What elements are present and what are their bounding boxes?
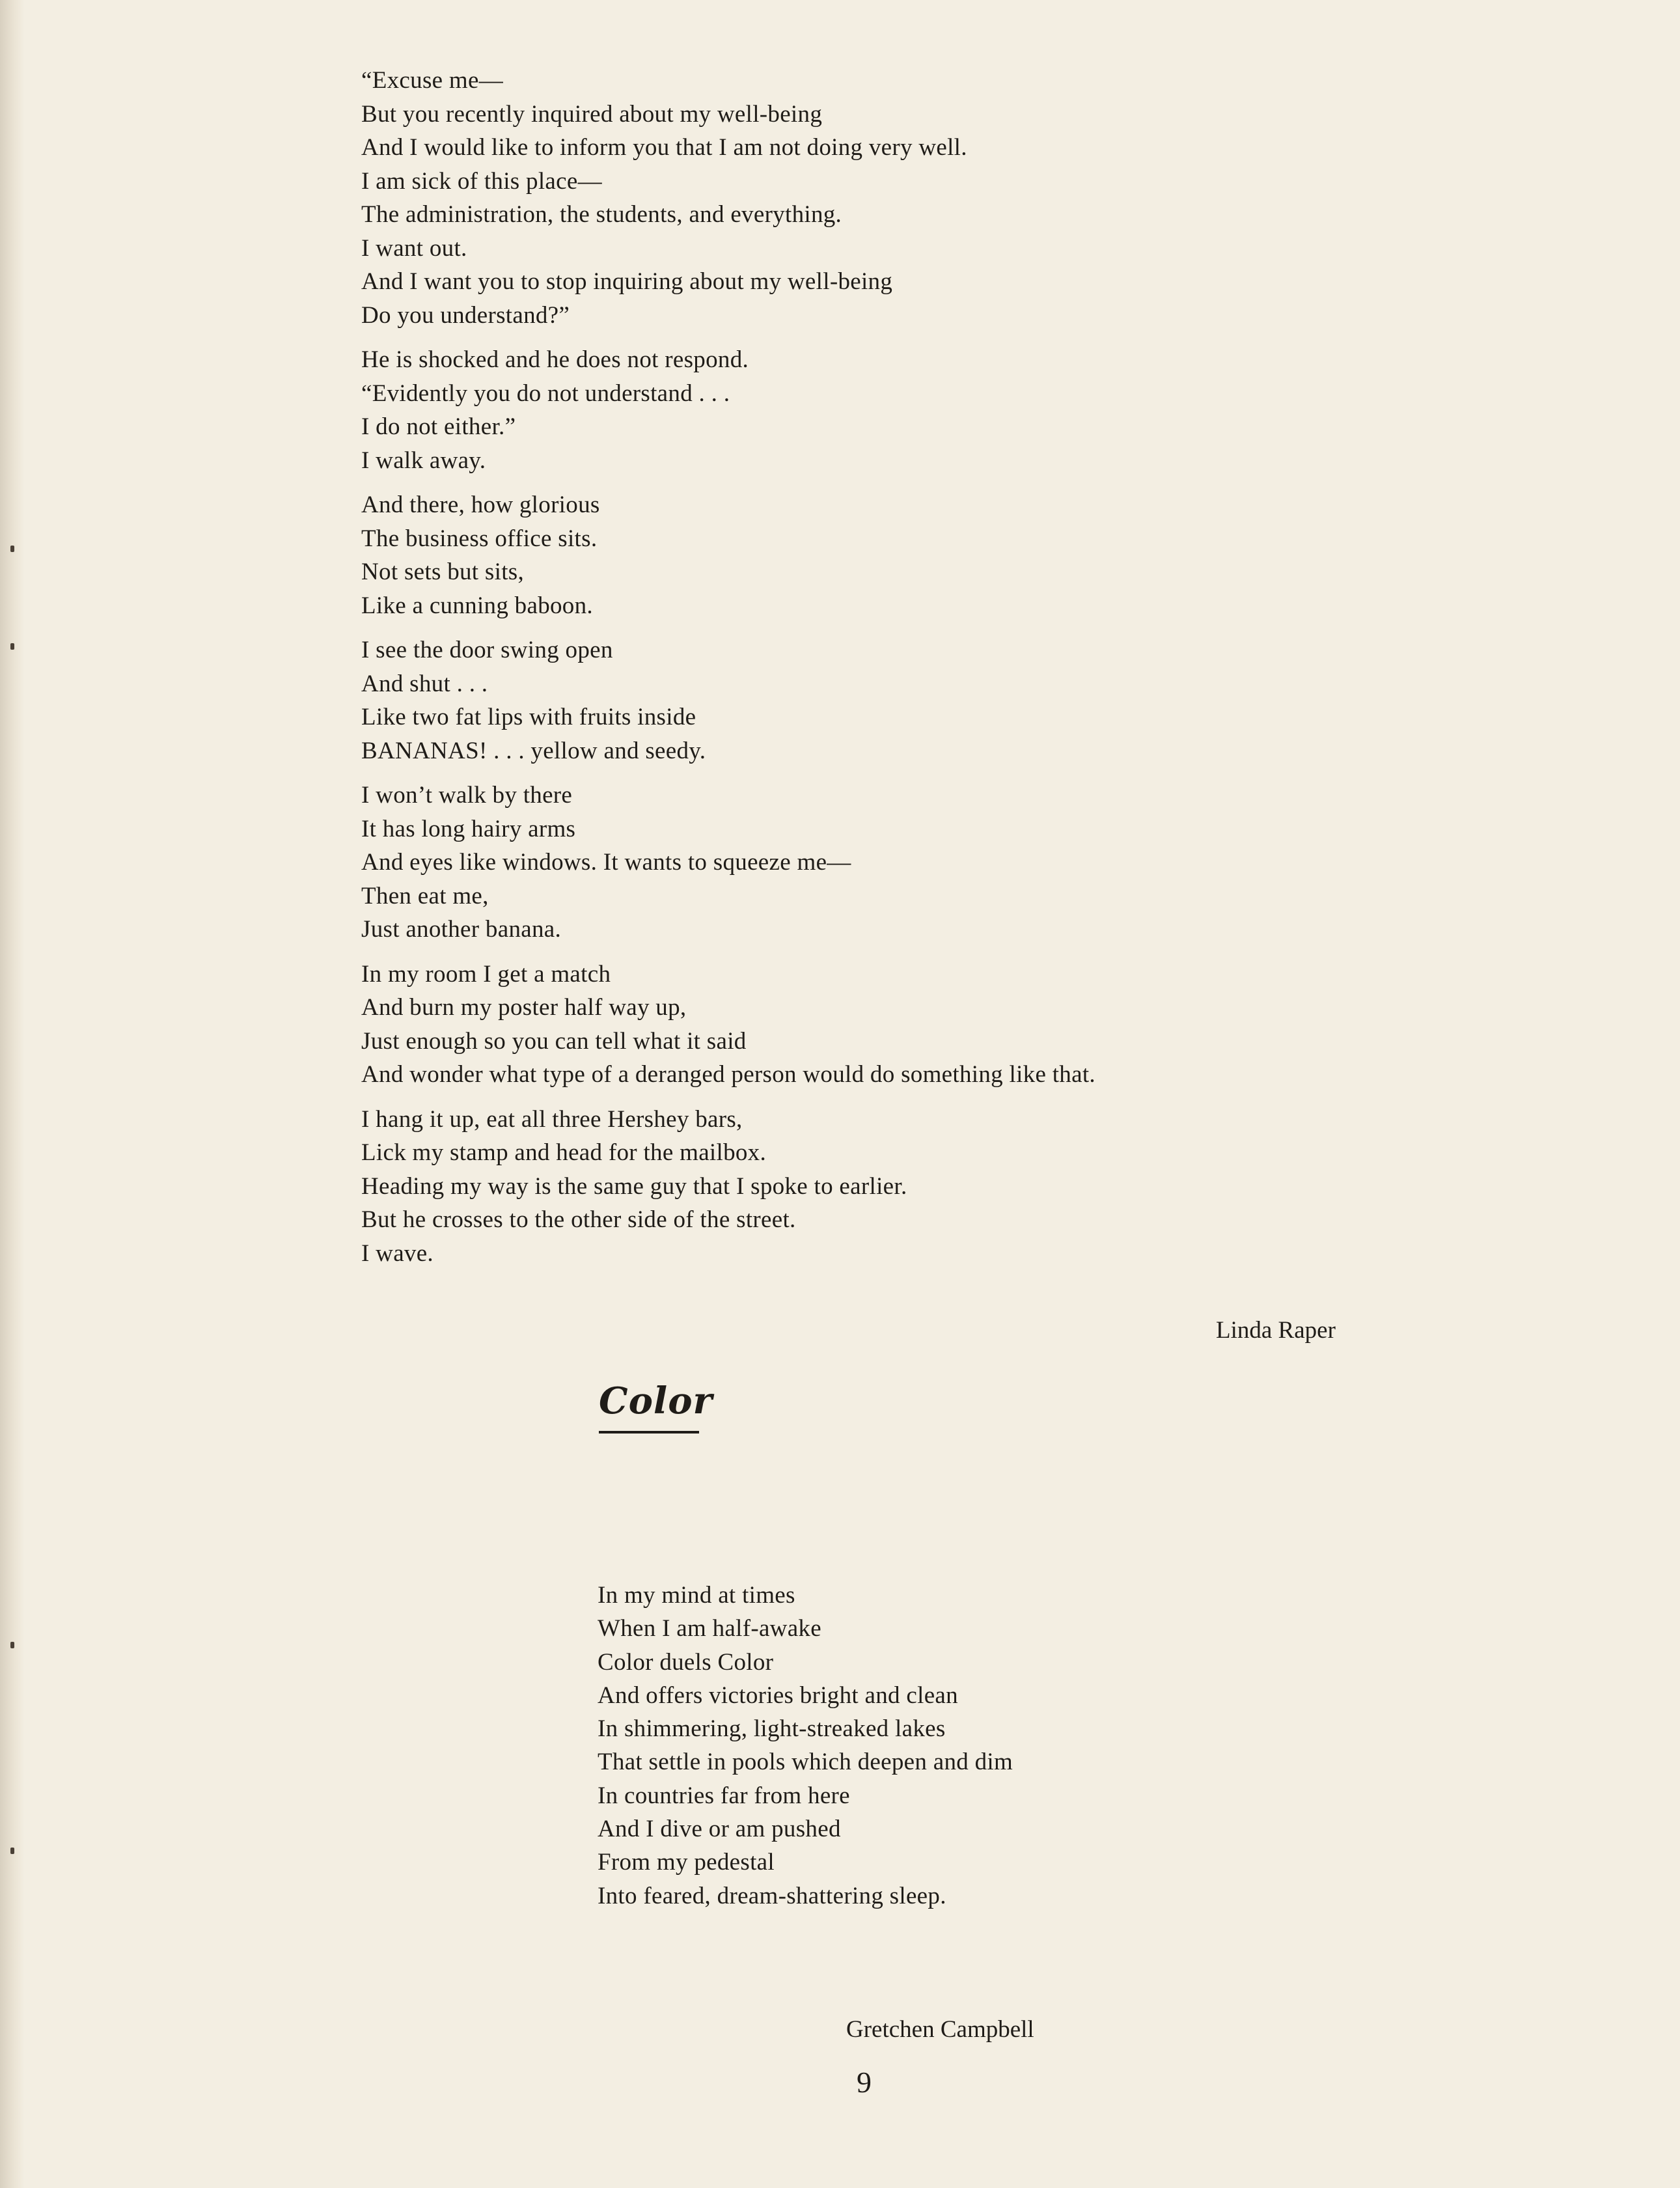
stanza bbox=[361, 633, 1095, 768]
title-underline bbox=[599, 1431, 699, 1433]
poem-body bbox=[598, 1579, 1013, 1913]
stanza bbox=[361, 958, 1095, 1092]
poem-line: And there, how glorious bbox=[361, 492, 600, 518]
poem-line: Color duels Color bbox=[598, 1648, 774, 1676]
poem-line: From my pedestal bbox=[598, 1849, 775, 1876]
poem-line: In my room I get a match bbox=[361, 960, 611, 988]
poem-line: And I dive or am pushed bbox=[598, 1816, 841, 1843]
poem-line: I do not either.” bbox=[361, 413, 516, 440]
poem-author: Linda Raper bbox=[1216, 1317, 1336, 1344]
poem-line: That settle in pools which deepen and dim bbox=[598, 1749, 1013, 1776]
poem-line: The administration, the students, and everything. bbox=[361, 201, 842, 228]
poem-line: I won’t walk by there bbox=[361, 782, 573, 809]
poem-line: And shut . . . bbox=[361, 670, 488, 697]
poem-line: And I want you to stop inquiring about my well-being bbox=[361, 268, 893, 295]
poem-line: BANANAS! . . . yellow and seedy. bbox=[361, 737, 706, 764]
poem-line: In my mind at times bbox=[598, 1582, 795, 1609]
poem-line: I am sick of this place— bbox=[361, 167, 602, 195]
stanza bbox=[361, 779, 1095, 947]
poem-line: But he crosses to the other side of the street. bbox=[361, 1206, 796, 1233]
poem-line: In countries far from here bbox=[598, 1782, 850, 1809]
poem-line: Like a cunning baboon. bbox=[361, 592, 593, 619]
poem-line: And offers victories bright and clean bbox=[598, 1682, 958, 1709]
spine-mark bbox=[10, 1642, 14, 1648]
spine-mark bbox=[10, 643, 14, 650]
poem-line: Just enough so you can tell what it said bbox=[361, 1027, 747, 1055]
poem-line: Do you understand?” bbox=[361, 301, 570, 329]
poem-line: Then eat me, bbox=[361, 882, 489, 909]
poem-line: “Excuse me— bbox=[361, 67, 504, 94]
poem-line: I see the door swing open bbox=[361, 637, 613, 663]
stanza bbox=[361, 1103, 1095, 1271]
poem-line: In shimmering, light-streaked lakes bbox=[598, 1715, 946, 1743]
stanza bbox=[361, 343, 1095, 477]
poem-line: And I would like to inform you that I am not doing very well. bbox=[361, 134, 967, 161]
poem-line: I want out. bbox=[361, 234, 467, 262]
poem-line: Into feared, dream-shattering sleep. bbox=[598, 1882, 946, 1909]
poem-line: Heading my way is the same guy that I spoke to earlier. bbox=[361, 1172, 907, 1200]
poem-line: I walk away. bbox=[361, 447, 486, 474]
page-number: 9 bbox=[857, 2066, 872, 2099]
poem-line: Not sets but sits, bbox=[361, 559, 525, 585]
poem-line: Like two fat lips with fruits inside bbox=[361, 704, 696, 730]
poem-title: Color bbox=[599, 1379, 713, 1422]
poem-line: When I am half-awake bbox=[598, 1615, 821, 1642]
poem-line: I hang it up, eat all three Hershey bars, bbox=[361, 1105, 743, 1133]
poem-body bbox=[361, 64, 1095, 1270]
poem-line: Lick my stamp and head for the mailbox. bbox=[361, 1139, 767, 1166]
poem-title-block bbox=[599, 1381, 713, 1433]
page-binding-edge bbox=[0, 0, 25, 2188]
spine-mark bbox=[10, 1848, 14, 1854]
spine-mark bbox=[10, 546, 14, 552]
poem-line: But you recently inquired about my well-being bbox=[361, 100, 823, 128]
poem-line: And wonder what type of a deranged person would do something like that. bbox=[361, 1061, 1095, 1088]
poem-line: Just another banana. bbox=[361, 916, 562, 943]
poem-line: And burn my poster half way up, bbox=[361, 994, 687, 1021]
poem-line: The business office sits. bbox=[361, 525, 598, 552]
stanza bbox=[361, 64, 1095, 332]
poem-author: Gretchen Campbell bbox=[846, 2016, 1034, 2043]
poem-line: “Evidently you do not understand . . . bbox=[361, 380, 730, 407]
poem-line: I wave. bbox=[361, 1239, 434, 1267]
poem-line: It has long hairy arms bbox=[361, 815, 576, 842]
poem-line: He is shocked and he does not respond. bbox=[361, 346, 749, 373]
stanza bbox=[361, 488, 1095, 622]
poem-line: And eyes like windows. It wants to squeeze me— bbox=[361, 849, 851, 876]
